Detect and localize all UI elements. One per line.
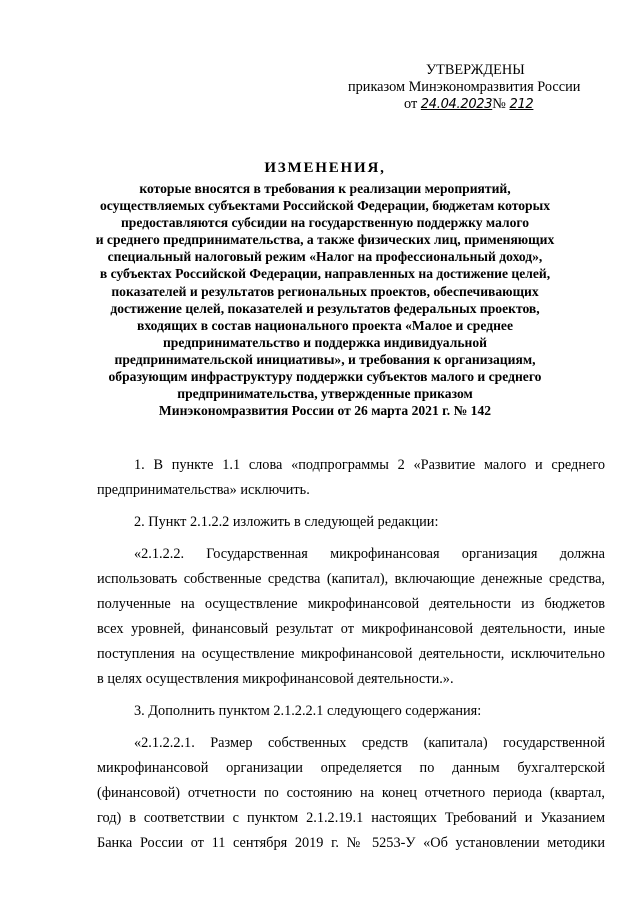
approval-order-line: приказом Минэкономразвития России <box>348 79 581 95</box>
subtitle-line: предпринимательство и поддержка индивидуальной <box>162 334 488 350</box>
subtitle-line: предпринимательской инициативы», и требования к организациям, <box>114 351 536 367</box>
subtitle-line: Минэкономразвития России от 26 марта 2021 г. № 142 <box>158 403 492 419</box>
subtitle-line: осуществляемых субъектами Российской Федерации, бюджетам которых <box>99 198 551 214</box>
paragraph-line: предпринимательства» исключить. <box>97 482 310 498</box>
paragraph-line: (финансовой) отчетности по состоянию на конец отчетного периода (квартал, <box>97 785 605 801</box>
paragraph-line: «2.1.2.2.1. Размер собственных средств (капитала) государственной <box>134 735 605 751</box>
document-subtitle <box>85 180 565 419</box>
subtitle-line: которые вносятся в требования к реализации мероприятий, <box>139 181 511 196</box>
paragraph-2: 2. Пункт 2.1.2.2 изложить в следующей редакции: <box>134 514 439 530</box>
paragraph-line: год) в соответствии с пунктом 2.1.2.19.1 настоящих Требований и Указанием <box>97 810 605 826</box>
paragraph-line: «2.1.2.2. Государственная микрофинансовая организация должна <box>134 546 605 562</box>
paragraph-line: в целях осуществления микрофинансовой деятельности.». <box>97 671 454 687</box>
paragraph-4: 3. Дополнить пунктом 2.1.2.2.1 следующего содержания: <box>134 703 482 719</box>
approval-date-line <box>346 96 606 113</box>
paragraph-5 <box>97 731 605 856</box>
paragraph-line: всех уровней, финансовый результат от микрофинансовой деятельности, иные <box>97 621 605 637</box>
subtitle-line: предоставляются субсидии на государственную поддержку малого <box>120 215 530 231</box>
paragraph-1 <box>97 453 605 503</box>
subtitle-line: специальный налоговый режим «Налог на профессиональный доход», <box>107 249 543 265</box>
subtitle-line: образующим инфраструктуру поддержки субъектов малого и среднего <box>108 369 542 385</box>
subtitle-line: показателей и результатов региональных проектов, обеспечивающих <box>111 283 539 299</box>
paragraph-line: микрофинансовой организации определяется по данным бухгалтерской <box>97 760 605 776</box>
subtitle-line: и среднего предпринимательства, а также физических лиц, применяющих <box>95 232 555 248</box>
subtitle-line: входящих в состав национального проекта «Малое и среднее <box>136 317 513 333</box>
subtitle-line: достижение целей, показателей и результатов федеральных проектов, <box>110 300 540 316</box>
document-title-block <box>85 160 565 419</box>
approval-stamp <box>346 62 606 113</box>
subtitle-line: предпринимательства, утвержденные приказом <box>177 386 473 402</box>
number-prefix: № <box>492 96 506 112</box>
handwritten-number: 212 <box>509 97 534 112</box>
paragraph-line: полученные на осуществление микрофинансовой деятельности из бюджетов <box>97 596 605 612</box>
subtitle-line: в субъектах Российской Федерации, направленных на достижение целей, <box>99 266 551 282</box>
approval-title: УТВЕРЖДЕНЫ <box>426 62 525 78</box>
handwritten-date: 24.04.2023 <box>420 97 493 112</box>
date-prefix: от <box>404 96 418 112</box>
paragraph-3 <box>97 542 605 692</box>
document-body <box>97 453 605 856</box>
paragraph-line: 1. В пункте 1.1 слова «подпрограммы 2 «Развитие малого и среднего <box>134 457 605 473</box>
document-title: ИЗМЕНЕНИЯ, <box>264 160 386 176</box>
paragraph-line: поступления на осуществление микрофинансовой деятельности, исключительно <box>97 646 605 662</box>
paragraph-line: Банка России от 11 сентября 2019 г. № 5253-У «Об установлении методики <box>97 835 605 851</box>
paragraph-line: использовать собственные средства (капитал), включающие денежные средства, <box>97 571 605 587</box>
